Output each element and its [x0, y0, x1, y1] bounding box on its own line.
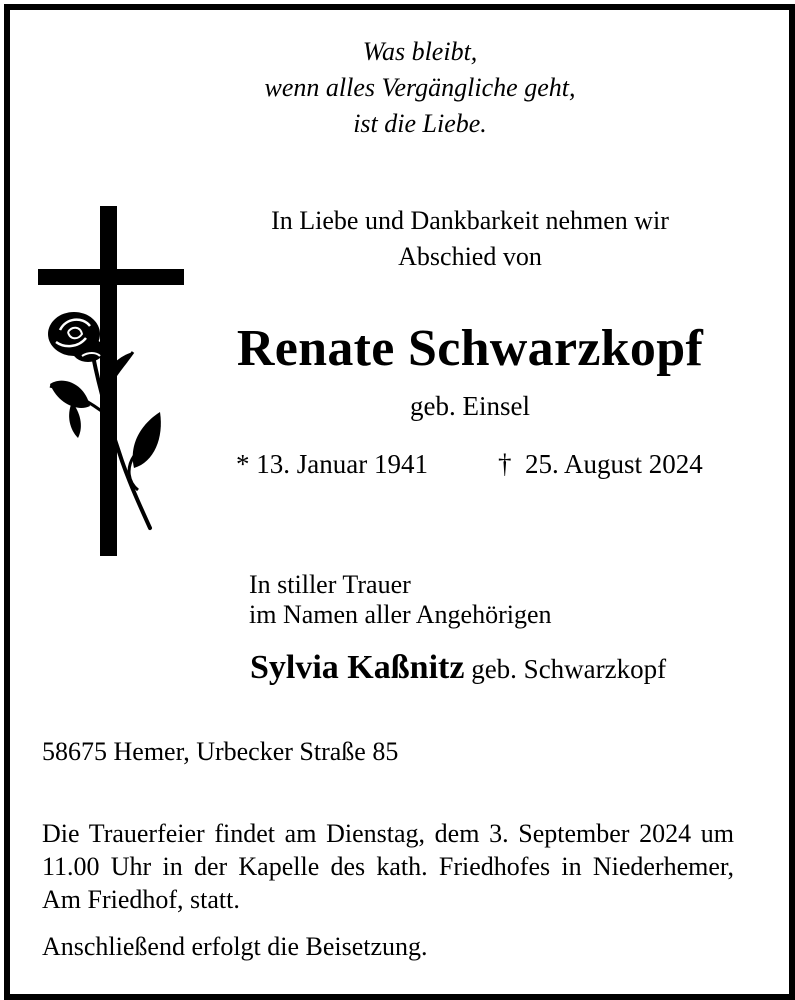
death-symbol: † [498, 449, 512, 479]
motto-line-1: Was bleibt, [362, 37, 478, 66]
motto-line-2: wenn alles Vergängliche geht, [264, 73, 576, 102]
deceased-birth-name: geb. Einsel [410, 391, 530, 421]
mourner-address: 58675 Hemer, Urbecker Straße 85 [42, 737, 399, 766]
mourning-line-2: im Namen aller Angehörigen [249, 600, 552, 629]
birth-symbol: * [236, 449, 250, 479]
mourning-line-1: In stiller Trauer [249, 570, 411, 599]
funeral-details: Die Trauerfeier findet am Dienstag, dem 3. September 2024 um 11.00 Uhr in der Kapelle des kath. Friedhofes in Niederhemer, Am Friedhof, statt. [42, 819, 734, 914]
death-date: 25. August 2024 [525, 449, 703, 479]
birth-date-line [236, 446, 428, 482]
intro-line-1: In Liebe und Dankbarkeit nehmen wir [271, 206, 669, 235]
cross-with-rose-emblem [38, 206, 188, 566]
motto-quote [160, 34, 680, 142]
birth-date: 13. Januar 1941 [256, 449, 428, 479]
mourner-birth-name: geb. Schwarzkopf [471, 654, 667, 684]
burial-note: Anschließend erfolgt die Beisetzung. [42, 932, 428, 961]
mourning-statement [249, 570, 552, 630]
intro-line-2: Abschied von [398, 242, 542, 271]
farewell-intro [200, 203, 740, 275]
death-date-line [498, 446, 703, 482]
obituary-notice [4, 4, 795, 1000]
mourner-name: Sylvia Kaßnitz [250, 649, 465, 686]
mourner-signature [250, 646, 666, 691]
deceased-name: Renate Schwarzkopf [236, 320, 704, 377]
motto-line-3: ist die Liebe. [353, 109, 487, 138]
